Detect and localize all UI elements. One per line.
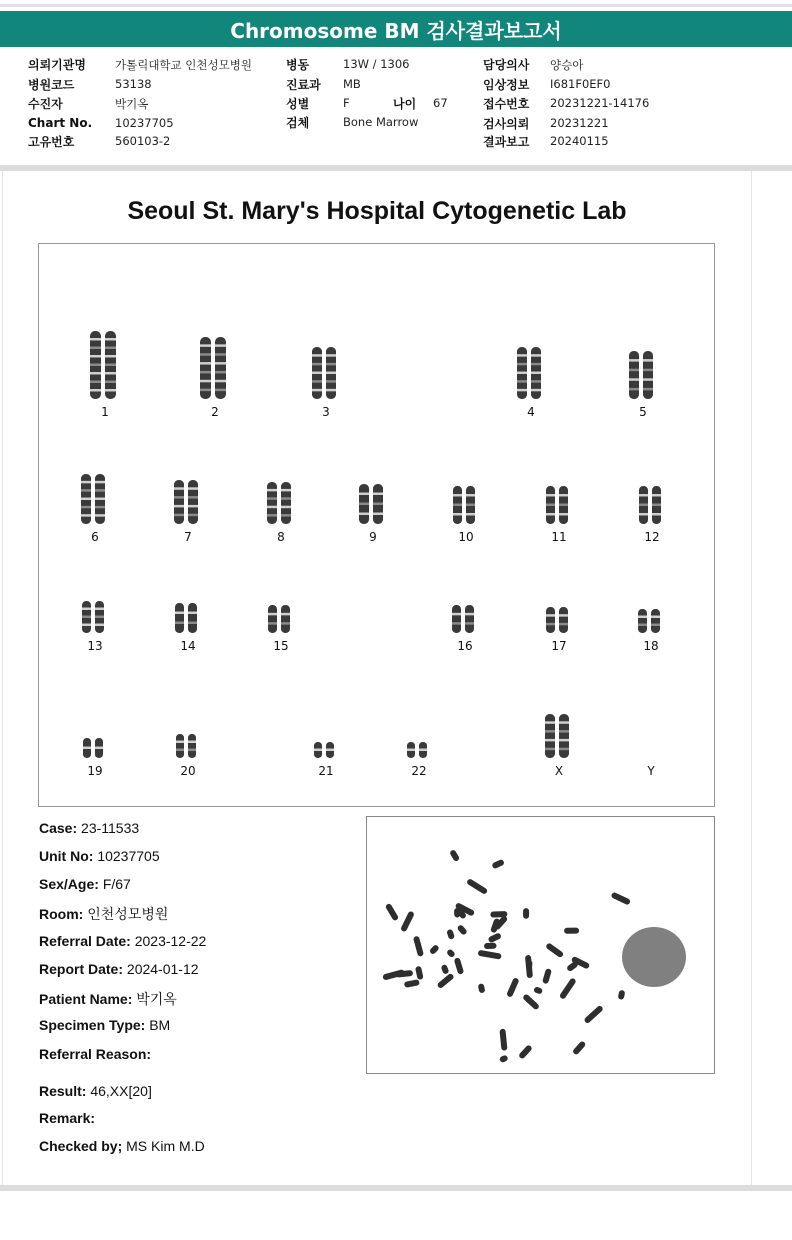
metaphase-chromosome	[382, 969, 405, 981]
metaphase-chromosome	[499, 1029, 507, 1051]
label-report-date: 결과보고	[483, 135, 530, 149]
chromosome-label-5: 5	[639, 405, 647, 419]
metaphase-chromosome	[484, 943, 497, 949]
chromosome-label-21: 21	[318, 764, 334, 778]
value-sex: F	[343, 96, 350, 110]
metaphase-chromosome	[454, 908, 460, 918]
specimen-type-value: BM	[149, 1017, 171, 1033]
chromosome-label-2: 2	[211, 405, 219, 419]
chromosome-pair-22	[407, 742, 431, 758]
metaphase-chromosome	[413, 936, 424, 957]
label-receipt-no: 접수번호	[483, 97, 530, 111]
label-clinical-info: 임상정보	[483, 78, 530, 92]
chromosome-pair-8	[267, 482, 295, 524]
chromosome-label-16: 16	[457, 639, 473, 653]
interphase-nucleus	[622, 927, 686, 987]
metaphase-chromosome	[526, 960, 533, 970]
metaphase-chromosome	[499, 1054, 509, 1063]
chromosome-pair-13	[82, 601, 108, 633]
value-unique-no: 560103-2	[115, 134, 171, 148]
value-patient: 박기옥	[115, 97, 149, 111]
value-institution: 가톨릭대학교 인천성모병원	[115, 58, 252, 72]
patient-name-value: 박기옥	[136, 991, 177, 1007]
label-patient: 수진자	[28, 97, 63, 111]
chromosome-pair-15	[268, 605, 294, 633]
metaphase-chromosome	[466, 878, 488, 895]
chromosome-label-9: 9	[369, 530, 377, 544]
value-clinical-info: I681F0EF0	[550, 77, 611, 91]
chromosome-label-7: 7	[184, 530, 192, 544]
case-label: Case:	[39, 820, 78, 836]
chromosome-pair-19	[83, 738, 107, 758]
metaphase-chromosome	[542, 968, 552, 984]
sex-age-label: Sex/Age:	[39, 876, 99, 892]
chromosome-pair-6	[81, 474, 109, 524]
metaphase-chromosome	[454, 957, 465, 975]
metaphase-chromosome	[436, 973, 454, 990]
metaphase-chromosome	[559, 977, 577, 1000]
metaphase-chromosome	[449, 849, 460, 862]
case-value: 23-11533	[81, 820, 140, 836]
value-chart-no: 10237705	[115, 116, 174, 130]
top-divider	[0, 4, 792, 7]
referral-date-label: Referral Date:	[39, 933, 131, 949]
referral-reason-label: Referral Reason:	[39, 1046, 152, 1062]
unit-no-value: 10237705	[97, 848, 160, 864]
label-department: 진료과	[286, 78, 321, 92]
metaphase-chromosome	[440, 964, 449, 975]
patient-info-block	[0, 47, 792, 165]
referral-date-value: 2023-12-22	[134, 933, 207, 949]
label-hospital-code: 병원코드	[28, 78, 75, 92]
value-age: 67	[433, 96, 448, 110]
room-label: Room:	[39, 906, 84, 922]
metaphase-chromosome	[385, 903, 399, 922]
chromosome-pair-1	[90, 331, 120, 399]
chromosome-label-10: 10	[458, 530, 474, 544]
chromosome-label-4: 4	[527, 405, 535, 419]
metaphase-chromosome	[429, 944, 440, 955]
chromosome-pair-9	[359, 484, 387, 524]
chromosome-pair-12	[639, 486, 665, 524]
specimen-type-label: Specimen Type:	[39, 1017, 146, 1033]
chromosome-pair-4	[517, 347, 545, 399]
chromosome-label-18: 18	[643, 639, 659, 653]
chromosome-label-Y: Y	[647, 764, 655, 778]
label-age: 나이	[393, 97, 417, 111]
chromosome-label-22: 22	[411, 764, 427, 778]
room-value: 인천성모병원	[87, 906, 169, 922]
metaphase-chromosome	[491, 859, 505, 870]
metaphase-chromosome	[456, 924, 467, 936]
metaphase-chromosome	[446, 948, 456, 958]
metaphase-chromosome	[545, 942, 564, 958]
metaphase-chromosome	[518, 1044, 533, 1060]
chromosome-label-19: 19	[87, 764, 103, 778]
value-ward: 13W / 1306	[343, 57, 410, 71]
metaphase-chromosome	[487, 932, 501, 943]
metaphase-chromosome	[490, 911, 507, 918]
lab-title: Seoul St. Mary's Hospital Cytogenetic Lab	[127, 197, 627, 225]
chromosome-pair-X	[545, 714, 573, 758]
chromosome-label-X: X	[554, 764, 564, 778]
metaphase-chromosome	[415, 966, 424, 980]
report-date-label: Report Date:	[39, 961, 124, 977]
metaphase-chromosome	[523, 908, 529, 919]
chromosome-pair-7	[174, 480, 202, 524]
label-physician: 담당의사	[483, 58, 530, 72]
remark-label: Remark:	[39, 1110, 96, 1126]
result-label: Result:	[39, 1083, 87, 1099]
chromosome-pair-16	[452, 605, 478, 633]
metaphase-chromosome	[533, 986, 543, 994]
value-receipt-no: 20231221-14176	[550, 96, 650, 110]
label-sex: 성별	[286, 97, 310, 111]
chromosome-pair-21	[314, 742, 338, 758]
value-physician: 양승아	[550, 58, 584, 72]
bottom-divider	[0, 1185, 792, 1191]
value-report-date: 20240115	[550, 134, 609, 148]
sex-age-value: F/67	[102, 876, 131, 892]
chromosome-label-8: 8	[277, 530, 285, 544]
metaphase-chromosome	[478, 950, 502, 960]
checked-by-value: MS Kim M.D	[126, 1138, 205, 1154]
value-hospital-code: 53138	[115, 77, 152, 91]
chromosome-label-17: 17	[551, 639, 567, 653]
report-page	[2, 171, 752, 1185]
metaphase-chromosome	[610, 892, 631, 906]
metaphase-chromosome	[404, 979, 420, 988]
value-specimen: Bone Marrow	[343, 115, 419, 129]
chromosome-pair-3	[312, 347, 340, 399]
label-specimen: 검체	[286, 116, 310, 130]
metaphase-chromosome	[572, 1040, 587, 1055]
chromosome-label-20: 20	[180, 764, 196, 778]
report-title: Chromosome BM 검사결과보고서	[0, 11, 792, 47]
label-request-date: 검사의뢰	[483, 117, 530, 131]
metaphase-chromosome	[446, 929, 455, 940]
metaphase-image	[366, 816, 715, 1074]
metaphase-chromosome	[618, 990, 626, 1000]
patient-name-label: Patient Name:	[39, 991, 133, 1007]
label-institution: 의뢰기관명	[28, 58, 86, 72]
chromosome-label-12: 12	[644, 530, 660, 544]
chromosome-pair-10	[453, 486, 479, 524]
karyogram-panel	[38, 243, 715, 807]
chromosome-label-11: 11	[551, 530, 567, 544]
chromosome-label-1: 1	[101, 405, 109, 419]
chromosome-label-14: 14	[180, 639, 196, 653]
value-department: MB	[343, 77, 361, 91]
metaphase-chromosome	[583, 1005, 604, 1024]
metaphase-chromosome	[522, 993, 540, 1010]
result-value: 46,XX[20]	[90, 1083, 152, 1099]
report-date-value: 2024-01-12	[126, 961, 199, 977]
checked-by-label: Checked by;	[39, 1138, 123, 1154]
metaphase-chromosome	[400, 910, 415, 932]
chromosome-pair-2	[200, 337, 230, 399]
chromosome-label-3: 3	[322, 405, 330, 419]
metaphase-chromosome	[506, 977, 519, 998]
chromosome-pair-18	[638, 609, 664, 633]
chromosome-label-15: 15	[273, 639, 289, 653]
chromosome-label-13: 13	[87, 639, 103, 653]
chromosome-pair-20	[176, 734, 200, 758]
label-chart-no: Chart No.	[28, 116, 93, 130]
value-request-date: 20231221	[550, 116, 609, 130]
metaphase-chromosome	[564, 928, 579, 934]
label-unique-no: 고유번호	[28, 135, 75, 149]
chromosome-pair-5	[629, 351, 657, 399]
chromosome-pair-17	[546, 607, 572, 633]
chromosome-pair-11	[546, 486, 572, 524]
label-ward: 병동	[286, 58, 310, 72]
unit-no-label: Unit No:	[39, 848, 94, 864]
metaphase-chromosome	[478, 983, 486, 993]
chromosome-pair-14	[175, 603, 201, 633]
chromosome-label-6: 6	[91, 530, 99, 544]
